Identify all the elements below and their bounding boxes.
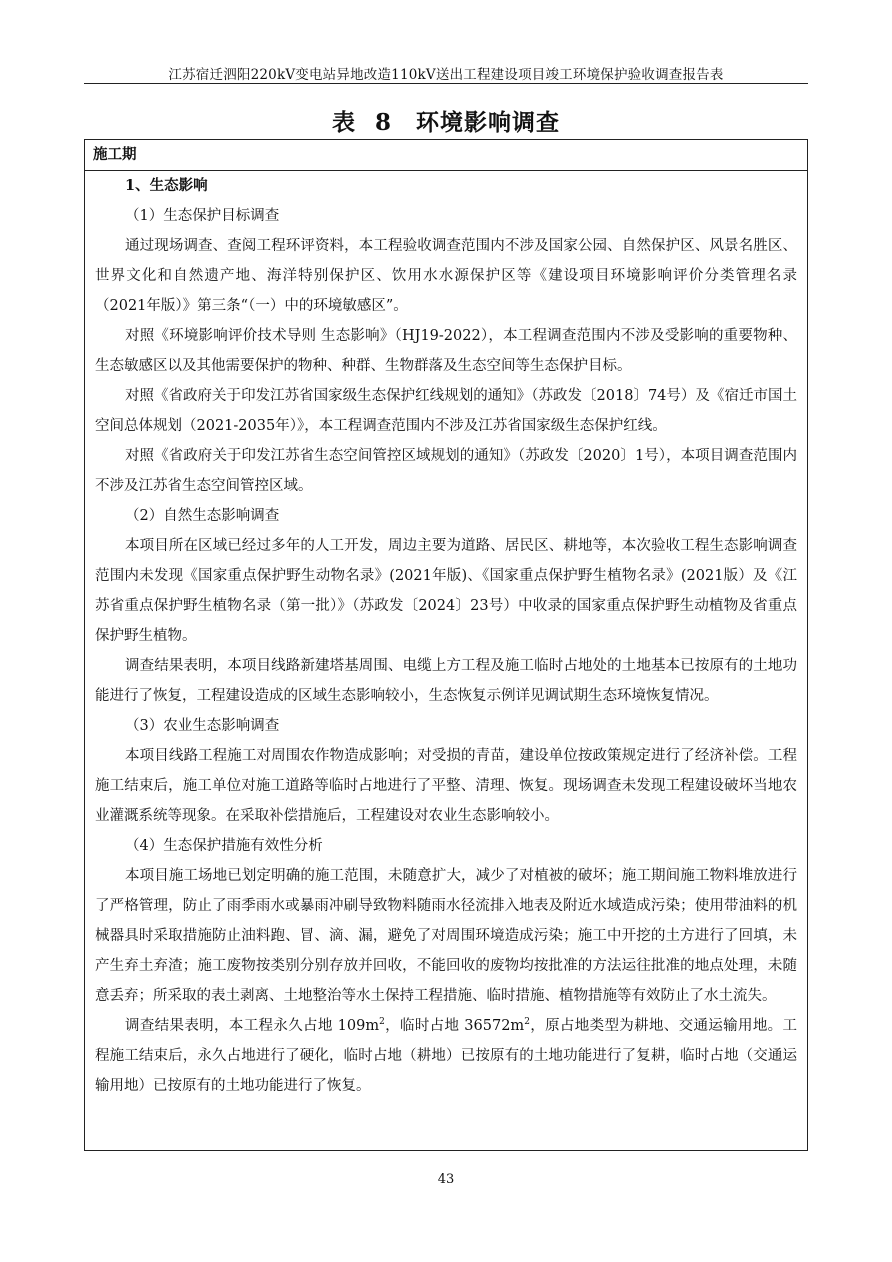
text-run: ，原占地类型为耕地、交通运输用地。工程施工结束后，永久占地进行了硬化，临时占地（耕地）已按原有的土地功能进行了复耕，临时占地（交通运输用地）已按原有的土地功能进行了恢复。 [95, 1018, 797, 1094]
paragraph: 本项目线路工程施工对周围农作物造成影响；对受损的青苗，建设单位按政策规定进行了经济补偿。工程施工结束后，施工单位对施工道路等临时占地进行了平整、清理、恢复。现场调查未发现工程建设破坏当地农业灌溉系统等现象。在采取补偿措施后，工程建设对农业生态影响较小。 [95, 748, 797, 824]
superscript: 2 [524, 1017, 530, 1028]
paragraph: 本项目所在区域已经过多年的人工开发，周边主要为道路、居民区、耕地等，本次验收工程生态影响调查范围内未发现《国家重点保护野生动物名录》(2021年版)、《国家重点保护野生植物名录》(2021版）及《江苏省重点保护野生植物名录（第一批）》（苏政发〔2024〕23号）中收录的国家重点保护野生动植物及省重点保护野生植物。 [95, 538, 797, 644]
subheading-measures-effectiveness: （4）生态保护措施有效性分析 [125, 838, 323, 854]
paragraph: 对照《环境影响评价技术导则 生态影响》（HJ19-2022），本工程调查范围内不涉及受影响的重要物种、生态敏感区以及其他需要保护的物种、种群、生物群落及生态空间等生态保护目标。 [95, 328, 797, 374]
section-content [85, 171, 807, 1101]
paragraph: 对照《省政府关于印发江苏省生态空间管控区域规划的通知》（苏政发〔2020〕1号），本项目调查范围内不涉及江苏省生态空间管控区域。 [95, 448, 797, 494]
subheading-protection-targets: （1）生态保护目标调查 [125, 208, 280, 224]
table-frame [84, 139, 808, 1151]
paragraph-land-use [95, 1011, 797, 1101]
heading-ecological-impact: 1、生态影响 [125, 177, 208, 194]
text-run: ，临时占地 36572m [384, 1018, 525, 1034]
subheading-natural-ecology: （2）自然生态影响调查 [125, 508, 280, 524]
text-run: 调查结果表明，本工程永久占地 109m [125, 1018, 380, 1034]
section-label: 施工期 [85, 140, 807, 171]
paragraph: 通过现场调查、查阅工程环评资料，本工程验收调查范围内不涉及国家公园、自然保护区、风景名胜区、世界文化和自然遗产地、海洋特别保护区、饮用水水源保护区等《建设项目环境影响评价分类管理名录（2021年版）》第三条“（一）中的环境敏感区”。 [95, 238, 797, 314]
page-title: 表 8 环境影响调查 [331, 109, 560, 136]
running-header: 江苏宿迁泗阳220kV变电站异地改造110kV送出工程建设项目竣工环境保护验收调查报告表 [168, 67, 724, 83]
subheading-agricultural-ecology: （3）农业生态影响调查 [125, 718, 280, 734]
paragraph: 对照《省政府关于印发江苏省国家级生态保护红线规划的通知》（苏政发〔2018〕74号）及《宿迁市国土空间总体规划（2021-2035年）》，本工程调查范围内不涉及江苏省国家级生态保护红线。 [95, 388, 797, 434]
superscript: 2 [379, 1017, 385, 1028]
header-rule [84, 83, 808, 84]
paragraph: 本项目施工场地已划定明确的施工范围，未随意扩大，减少了对植被的破坏；施工期间施工物料堆放进行了严格管理，防止了雨季雨水或暴雨冲刷导致物料随雨水径流排入地表及附近水域造成污染；使用带油料的机械器具时采取措施防止油料跑、冒、滴、漏，避免了对周围环境造成污染；施工中开挖的土方进行了回填，未产生弃土弃渣；施工废物按类别分别存放并回收，不能回收的废物均按批准的方法运往批准的地点处理，未随意丢弃；所采取的表土剥离、土地整治等水土保持工程措施、临时措施、植物措施等有效防止了水土流失。 [95, 868, 797, 1004]
page-number: 43 [437, 1172, 455, 1187]
paragraph: 调查结果表明，本项目线路新建塔基周围、电缆上方工程及施工临时占地处的土地基本已按原有的土地功能进行了恢复，工程建设造成的区域生态影响较小，生态恢复示例详见调试期生态环境恢复情况。 [95, 658, 797, 704]
